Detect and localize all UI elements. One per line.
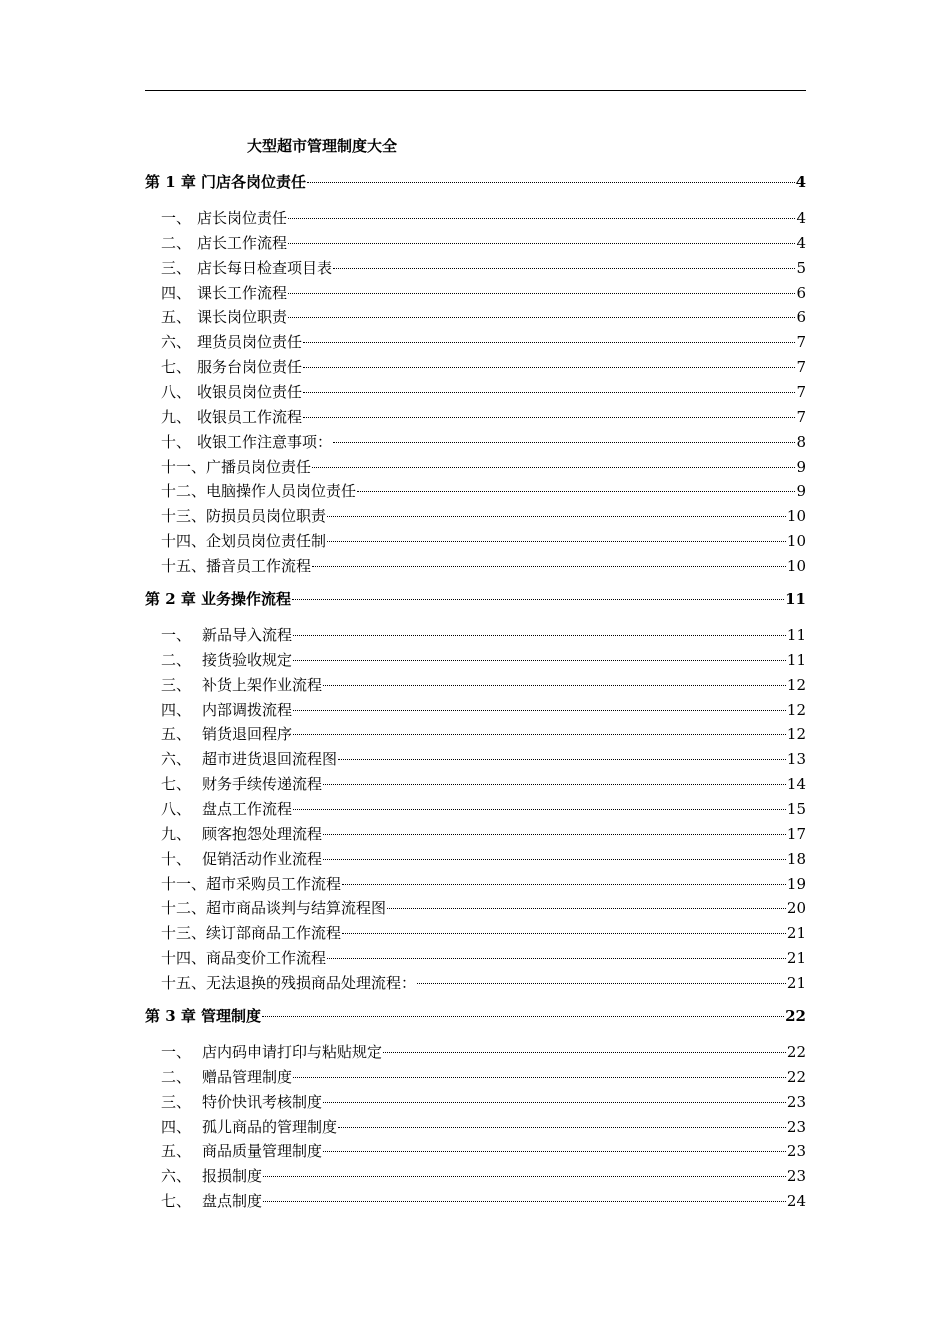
page-number: 12 xyxy=(786,700,806,719)
toc-entry[interactable] xyxy=(145,724,806,744)
dot-leader xyxy=(303,392,795,393)
entry-number: 十、 xyxy=(161,432,192,451)
page-number: 9 xyxy=(796,482,806,501)
toc-entry[interactable] xyxy=(145,1042,806,1062)
entry-number: 五、 xyxy=(161,308,192,327)
toc-entry[interactable] xyxy=(145,258,806,278)
entry-number: 六、 xyxy=(161,750,192,769)
dot-leader xyxy=(333,442,795,443)
chapter-number: 第 2 章 xyxy=(145,590,196,608)
entry-number: 三、 xyxy=(161,1092,192,1111)
entry-title: 店长岗位责任 xyxy=(197,209,288,227)
entry-title: 超市进货退回流程图 xyxy=(202,750,338,769)
dot-leader xyxy=(288,218,795,219)
dot-leader xyxy=(288,293,795,294)
entry-number: 十一、 xyxy=(161,457,207,476)
entry-title: 特价快讯考核制度 xyxy=(202,1092,323,1111)
dot-leader xyxy=(417,983,786,984)
page-number: 5 xyxy=(796,258,806,277)
page-number: 13 xyxy=(786,750,806,769)
dot-leader xyxy=(288,243,795,244)
entry-title: 商品质量管理制度 xyxy=(202,1142,323,1161)
entry-title: 内部调拨流程 xyxy=(202,700,293,719)
page-number: 4 xyxy=(796,209,806,227)
page-number: 7 xyxy=(796,382,806,401)
entry-title: 收银员岗位责任 xyxy=(197,382,303,401)
entry-number: 十二、 xyxy=(161,899,207,918)
page-number: 24 xyxy=(786,1192,806,1211)
entry-title: 店长每日检查项目表 xyxy=(197,258,333,277)
dot-leader xyxy=(312,467,795,468)
dot-leader xyxy=(338,1127,786,1128)
page-number: 21 xyxy=(786,973,806,992)
page-number: 18 xyxy=(786,849,806,868)
dot-leader xyxy=(263,1201,786,1202)
chapter-number: 第 3 章 xyxy=(145,1007,196,1025)
entry-number: 八、 xyxy=(161,382,192,401)
entry-number: 七、 xyxy=(161,775,192,794)
chapter-title: 管理制度 xyxy=(201,1007,262,1025)
entry-title: 促销活动作业流程 xyxy=(202,849,323,868)
dot-leader xyxy=(327,541,786,542)
dot-leader xyxy=(323,1151,786,1152)
entry-number: 八、 xyxy=(161,799,192,818)
toc-entry[interactable] xyxy=(145,506,806,526)
entry-number: 三、 xyxy=(161,675,192,694)
dot-leader xyxy=(323,859,786,860)
dot-leader xyxy=(357,491,795,492)
page-number: 11 xyxy=(786,650,806,669)
page-number: 11 xyxy=(786,626,806,644)
entry-title: 课长岗位职责 xyxy=(197,308,288,327)
toc-entry[interactable] xyxy=(145,407,806,427)
entry-number: 二、 xyxy=(161,1067,192,1086)
dot-leader xyxy=(323,685,786,686)
dot-leader xyxy=(342,933,786,934)
toc-entry[interactable] xyxy=(145,1067,806,1087)
entry-title: 商品变价工作流程 xyxy=(206,949,327,968)
page-number: 23 xyxy=(786,1142,806,1161)
dot-leader xyxy=(327,516,786,517)
toc-entry[interactable] xyxy=(145,382,806,402)
page-number: 23 xyxy=(786,1167,806,1186)
entry-title: 课长工作流程 xyxy=(197,283,288,302)
dot-leader xyxy=(293,660,786,661)
entry-number: 十一、 xyxy=(161,874,207,893)
dot-leader xyxy=(312,566,786,567)
toc-entry[interactable] xyxy=(145,432,806,452)
page-number: 12 xyxy=(786,675,806,694)
entry-number: 十三、 xyxy=(161,924,207,943)
page-number: 14 xyxy=(786,775,806,794)
page-number: 4 xyxy=(796,233,806,252)
dot-leader xyxy=(293,809,786,810)
dot-leader xyxy=(293,734,786,735)
chapter-title: 门店各岗位责任 xyxy=(201,173,307,191)
entry-title: 续订部商品工作流程 xyxy=(206,924,342,943)
entry-number: 四、 xyxy=(161,700,192,719)
entry-title: 补货上架作业流程 xyxy=(202,675,323,694)
toc-entry[interactable] xyxy=(145,749,806,769)
dot-leader xyxy=(338,759,786,760)
entry-number: 五、 xyxy=(161,725,192,744)
toc-entry[interactable] xyxy=(145,650,806,670)
page-number: 22 xyxy=(786,1067,806,1086)
entry-number: 七、 xyxy=(161,1192,192,1211)
dot-leader xyxy=(383,1052,786,1053)
entry-title: 店长工作流程 xyxy=(197,233,288,252)
toc-entry[interactable] xyxy=(145,357,806,377)
page-number: 21 xyxy=(786,949,806,968)
toc-chapter[interactable] xyxy=(145,1006,806,1026)
entry-number: 一、 xyxy=(161,1043,192,1061)
header-rule xyxy=(145,90,806,91)
entry-number: 六、 xyxy=(161,333,192,352)
page-number: 21 xyxy=(786,924,806,943)
entry-number: 七、 xyxy=(161,358,192,377)
entry-title: 企划员岗位责任制 xyxy=(206,532,327,551)
dot-leader xyxy=(387,908,786,909)
dot-leader xyxy=(342,884,786,885)
page-number: 22 xyxy=(786,1043,806,1061)
toc-entry[interactable] xyxy=(145,1166,806,1186)
page-number: 22 xyxy=(785,1007,806,1025)
page-number: 19 xyxy=(786,874,806,893)
dot-leader xyxy=(292,599,784,600)
toc-entry[interactable] xyxy=(145,625,806,645)
dot-leader xyxy=(303,342,795,343)
entry-title: 报损制度 xyxy=(202,1167,263,1186)
toc-chapter[interactable] xyxy=(145,172,806,192)
entry-title: 销货退回程序 xyxy=(202,725,293,744)
entry-number: 二、 xyxy=(161,233,192,252)
toc-entry[interactable] xyxy=(145,898,806,918)
entry-number: 四、 xyxy=(161,1117,192,1136)
toc-entry[interactable] xyxy=(145,774,806,794)
entry-number: 十二、 xyxy=(161,482,207,501)
toc-entry[interactable] xyxy=(145,283,806,303)
entry-title: 顾客抱怨处理流程 xyxy=(202,824,323,843)
chapter-title: 业务操作流程 xyxy=(201,590,292,608)
dot-leader xyxy=(303,417,795,418)
toc-entry[interactable] xyxy=(145,481,806,501)
entry-title: 超市商品谈判与结算流程图 xyxy=(206,899,387,918)
entry-number: 十四、 xyxy=(161,949,207,968)
entry-number: 十五、 xyxy=(161,973,207,992)
toc-entry[interactable] xyxy=(145,1141,806,1161)
toc-entry[interactable] xyxy=(145,307,806,327)
page-number: 17 xyxy=(786,824,806,843)
page-number: 10 xyxy=(786,532,806,551)
entry-number: 六、 xyxy=(161,1167,192,1186)
toc-entry[interactable] xyxy=(145,675,806,695)
entry-number: 二、 xyxy=(161,650,192,669)
page-number: 20 xyxy=(786,899,806,918)
dot-leader xyxy=(293,635,786,636)
entry-number: 九、 xyxy=(161,824,192,843)
toc-entry[interactable] xyxy=(145,824,806,844)
entry-title: 孤儿商品的管理制度 xyxy=(202,1117,338,1136)
entry-number: 一、 xyxy=(161,209,192,227)
entry-title: 服务台岗位责任 xyxy=(197,358,303,377)
dot-leader xyxy=(263,1176,786,1177)
entry-title: 超市采购员工作流程 xyxy=(206,874,342,893)
toc-entry[interactable] xyxy=(145,923,806,943)
entry-number: 十五、 xyxy=(161,556,207,575)
entry-title: 电脑操作人员岗位责任 xyxy=(206,482,357,501)
dot-leader xyxy=(288,317,795,318)
toc-chapter[interactable] xyxy=(145,589,806,609)
entry-number: 五、 xyxy=(161,1142,192,1161)
entry-number: 十四、 xyxy=(161,532,207,551)
page-number: 12 xyxy=(786,725,806,744)
dot-leader xyxy=(262,1016,784,1017)
page-number: 6 xyxy=(796,308,806,327)
dot-leader xyxy=(293,1077,786,1078)
page-number: 23 xyxy=(786,1117,806,1136)
entry-number: 十、 xyxy=(161,849,192,868)
toc-entry[interactable] xyxy=(145,973,806,993)
page-number: 7 xyxy=(796,407,806,426)
entry-number: 九、 xyxy=(161,407,192,426)
page-number: 7 xyxy=(796,333,806,352)
entry-number: 一、 xyxy=(161,626,192,644)
entry-title: 理货员岗位责任 xyxy=(197,333,303,352)
entry-title: 播音员工作流程 xyxy=(206,556,312,575)
page-number: 6 xyxy=(796,283,806,302)
dot-leader xyxy=(323,784,786,785)
dot-leader xyxy=(333,268,795,269)
toc-entry[interactable] xyxy=(145,1092,806,1112)
entry-title: 新品导入流程 xyxy=(202,626,293,644)
document-title: 大型超市管理制度大全 xyxy=(247,137,398,155)
entry-title: 店内码申请打印与粘贴规定 xyxy=(202,1043,383,1061)
entry-title: 防损员员岗位职责 xyxy=(206,507,327,526)
toc-entry[interactable] xyxy=(145,874,806,894)
chapter-number: 第 1 章 xyxy=(145,173,196,191)
entry-title: 收银工作注意事项： xyxy=(197,432,333,451)
entry-title: 财务手续传递流程 xyxy=(202,775,323,794)
dot-leader xyxy=(307,182,795,183)
entry-title: 无法退换的残损商品处理流程： xyxy=(206,973,417,992)
toc-entry[interactable] xyxy=(145,700,806,720)
page-number: 9 xyxy=(796,457,806,476)
entry-title: 盘点工作流程 xyxy=(202,799,293,818)
entry-title: 收银员工作流程 xyxy=(197,407,303,426)
toc-entry[interactable] xyxy=(145,457,806,477)
dot-leader xyxy=(303,367,795,368)
page-number: 15 xyxy=(786,799,806,818)
page-number: 10 xyxy=(786,556,806,575)
page-number: 7 xyxy=(796,358,806,377)
toc-entry[interactable] xyxy=(145,1191,806,1211)
entry-number: 十三、 xyxy=(161,507,207,526)
entry-number: 四、 xyxy=(161,283,192,302)
toc-entry[interactable] xyxy=(145,1117,806,1137)
toc-entry[interactable] xyxy=(145,332,806,352)
toc-entry[interactable] xyxy=(145,556,806,576)
page-number: 4 xyxy=(795,173,806,191)
toc-entry[interactable] xyxy=(145,799,806,819)
toc-entry[interactable] xyxy=(145,233,806,253)
page-number: 11 xyxy=(785,590,806,608)
dot-leader xyxy=(323,1102,786,1103)
toc-entry[interactable] xyxy=(145,208,806,228)
toc-entry[interactable] xyxy=(145,849,806,869)
page-number: 10 xyxy=(786,507,806,526)
page-number: 8 xyxy=(796,432,806,451)
dot-leader xyxy=(293,710,786,711)
page-number: 23 xyxy=(786,1092,806,1111)
toc-entry[interactable] xyxy=(145,531,806,551)
entry-title: 广播员岗位责任 xyxy=(206,457,312,476)
entry-number: 三、 xyxy=(161,258,192,277)
entry-title: 盘点制度 xyxy=(202,1192,263,1211)
entry-title: 赠品管理制度 xyxy=(202,1067,293,1086)
toc-entry[interactable] xyxy=(145,948,806,968)
entry-title: 接货验收规定 xyxy=(202,650,293,669)
dot-leader xyxy=(327,958,786,959)
dot-leader xyxy=(323,834,786,835)
